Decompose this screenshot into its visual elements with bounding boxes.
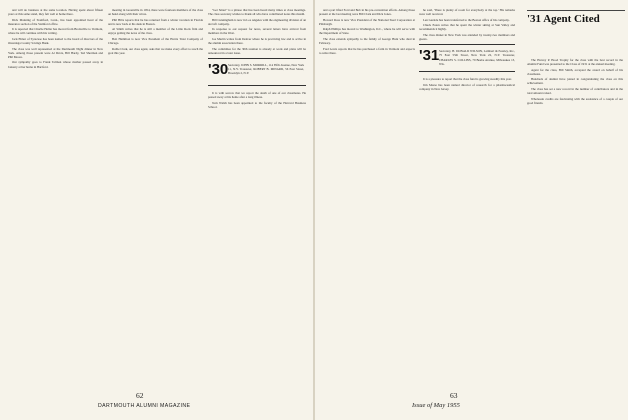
paragraph: The class extends sympathy to the family of George Hunt who died in February. xyxy=(319,37,415,46)
class-officers: Secretary, H. DONALD WILSON, Lambert & Feasley, Inc., 75 East 55th Street, New York 22, N.Y. Treasurer, CHARLES S. COLLINS, 79 Beebe Avenue, Milwaukee 13, Wis. xyxy=(439,49,515,66)
paragraph: Rollie Clark, our class agent, asks that we make every effort to reach the goal this year. xyxy=(108,46,203,55)
page-number: 63 xyxy=(450,391,458,400)
right-column-3 xyxy=(527,58,623,388)
class-year: '30 xyxy=(208,60,229,78)
right-column-1 xyxy=(319,8,415,388)
paragraph: It is a pleasure to report that the class fund is growing steadily this year. xyxy=(423,77,512,82)
paragraph: Tom Walsh has been appointed to the faculty of the Harvard Business School. xyxy=(208,100,306,109)
article-headline: '31 Agent Cited xyxy=(527,13,600,25)
paragraph: Len Garside has been transferred to the Boston office of his company. xyxy=(423,17,510,22)
paragraph: he said, 'There is plenty of room for everybody at the top.' His remarks were well received. xyxy=(419,8,515,17)
right-page xyxy=(315,0,628,420)
paragraph: In response to our request for news, several letters have arrived from members in the West. xyxy=(208,27,306,36)
paragraph: Wholesale credits are fascinating with the assistance of a couple of our good friends. xyxy=(527,96,623,105)
left-column-3 xyxy=(208,8,306,388)
paragraph: Agent for the class, Bill Smith, accepted the award on behalf of his classmates. xyxy=(527,67,623,76)
left-column-2 xyxy=(108,8,203,388)
headline-rule xyxy=(527,10,625,11)
divider xyxy=(208,58,306,59)
paragraph: Fred Lewis reports that he has purchased a farm in Vermont and expects to retire there. xyxy=(319,46,415,55)
paragraph: The class was well represented at the Dartmouth Night dinner in New York. Among those present were Al Davis, Bill Hardy, Ted Sherman and Phil Moore. xyxy=(8,46,103,59)
paragraph: Joe Martin writes from Denver where he is practicing law and is active in the alumni association there. xyxy=(208,37,306,46)
paragraph: Bill Cunningham is now in Los Angeles with the engineering division of an aircraft company. xyxy=(208,17,306,26)
paragraph: The class has set a new record in the number of contributors and in the total amount raised. xyxy=(527,87,623,96)
paragraph: It is with sorrow that we report the death of one of our classmates. He passed away at his home after a long illness. xyxy=(208,90,306,99)
class-year: '31 xyxy=(419,47,440,65)
paragraph: Ralph Phillips has moved to Washington, D.C., where he will serve with the Department of State. xyxy=(319,27,415,36)
paragraph: Al Smith writes that he is still a member of the Little Rock firm and enjoys getting the news of the class. xyxy=(108,27,203,36)
paragraph: meeting in Greenville in 1954, there were fourteen members of the class on hand along with their wives. xyxy=(108,8,203,17)
paragraph: and will do business at the same location. Having spent about fifteen years at this same stand, they felt well at home there. xyxy=(8,8,103,17)
paragraph: It is reported that Charlie Heller has moved from Bronxville to Vermont, where he will continue with his writing. xyxy=(8,27,103,36)
class-officers: Secretary, JOHN S. MORRILL, 114 Fifth Avenue, New York 11, N.Y. Treasurer, ROBERT B. MINARD, 56 East Street, Brooklyn 2, N.Y. xyxy=(228,62,304,76)
page-footer: Issue of May 1955 xyxy=(412,402,460,409)
paragraph: Jack Elmer of Syracuse has been named to the board of directors of the Onondaga County Savings Bank. xyxy=(8,37,103,46)
left-column-1 xyxy=(8,8,103,388)
left-page xyxy=(0,0,313,420)
paragraph: Dick Manning of Stamford, Conn., has been appointed head of the insurance section of the Stamford office. xyxy=(8,17,103,26)
right-column-2 xyxy=(419,8,515,388)
paragraph: "Get Smart" is a phrase that has been heard many times at class meetings. The class secretary wishes to thank all who have contributed notes this month. xyxy=(208,8,306,17)
divider xyxy=(208,85,306,86)
paragraph: Hundreds of alumni have joined in congratulating the class on this achievement. xyxy=(527,77,623,86)
paragraph: The committee for the 30th reunion is already at work and plans will be announced in a later issue. xyxy=(208,46,306,55)
paragraph: and a part lifted Ford and Bob in his pre-convention efforts. Among those present at the last meeting were Bill Clark and Dick Jones. xyxy=(319,8,415,17)
paragraph: The class dinner in New York was attended by twenty-two members and guests. xyxy=(419,33,515,42)
paragraph: Our sympathy goes to Frank Tolman whose mother passed away in January at her home in Hartford. xyxy=(8,60,103,69)
paragraph: Bob Hamilton is now Vice President of the Harris Trust Company of Chicago. xyxy=(108,37,203,46)
paragraph: Jim Morse has been named director of research for a pharmaceutical company in New Jersey. xyxy=(419,82,515,91)
page-number: 62 xyxy=(136,391,144,400)
divider xyxy=(419,71,515,72)
class-note-30 xyxy=(208,58,306,88)
divider xyxy=(419,44,515,45)
paragraph: Phil Hilts reports that he has returned from a winter vacation in Florida and is now back at his desk in Boston. xyxy=(108,17,203,26)
page-footer: DARTMOUTH ALUMNI MAGAZINE xyxy=(98,403,191,409)
paragraph: The Harvey P. Hood Trophy for the class with the best record in the Alumni Fund was presented to the Class of 1931 at the annual meeting. xyxy=(527,58,623,67)
class-note-31 xyxy=(419,44,515,74)
paragraph: Chuck Eaton writes that he spent the winter skiing at Sun Valley and recommends it highly. xyxy=(419,23,515,32)
paragraph: Howard Ross is now Vice President of the National Steel Corporation at Pittsburgh. xyxy=(319,17,415,26)
